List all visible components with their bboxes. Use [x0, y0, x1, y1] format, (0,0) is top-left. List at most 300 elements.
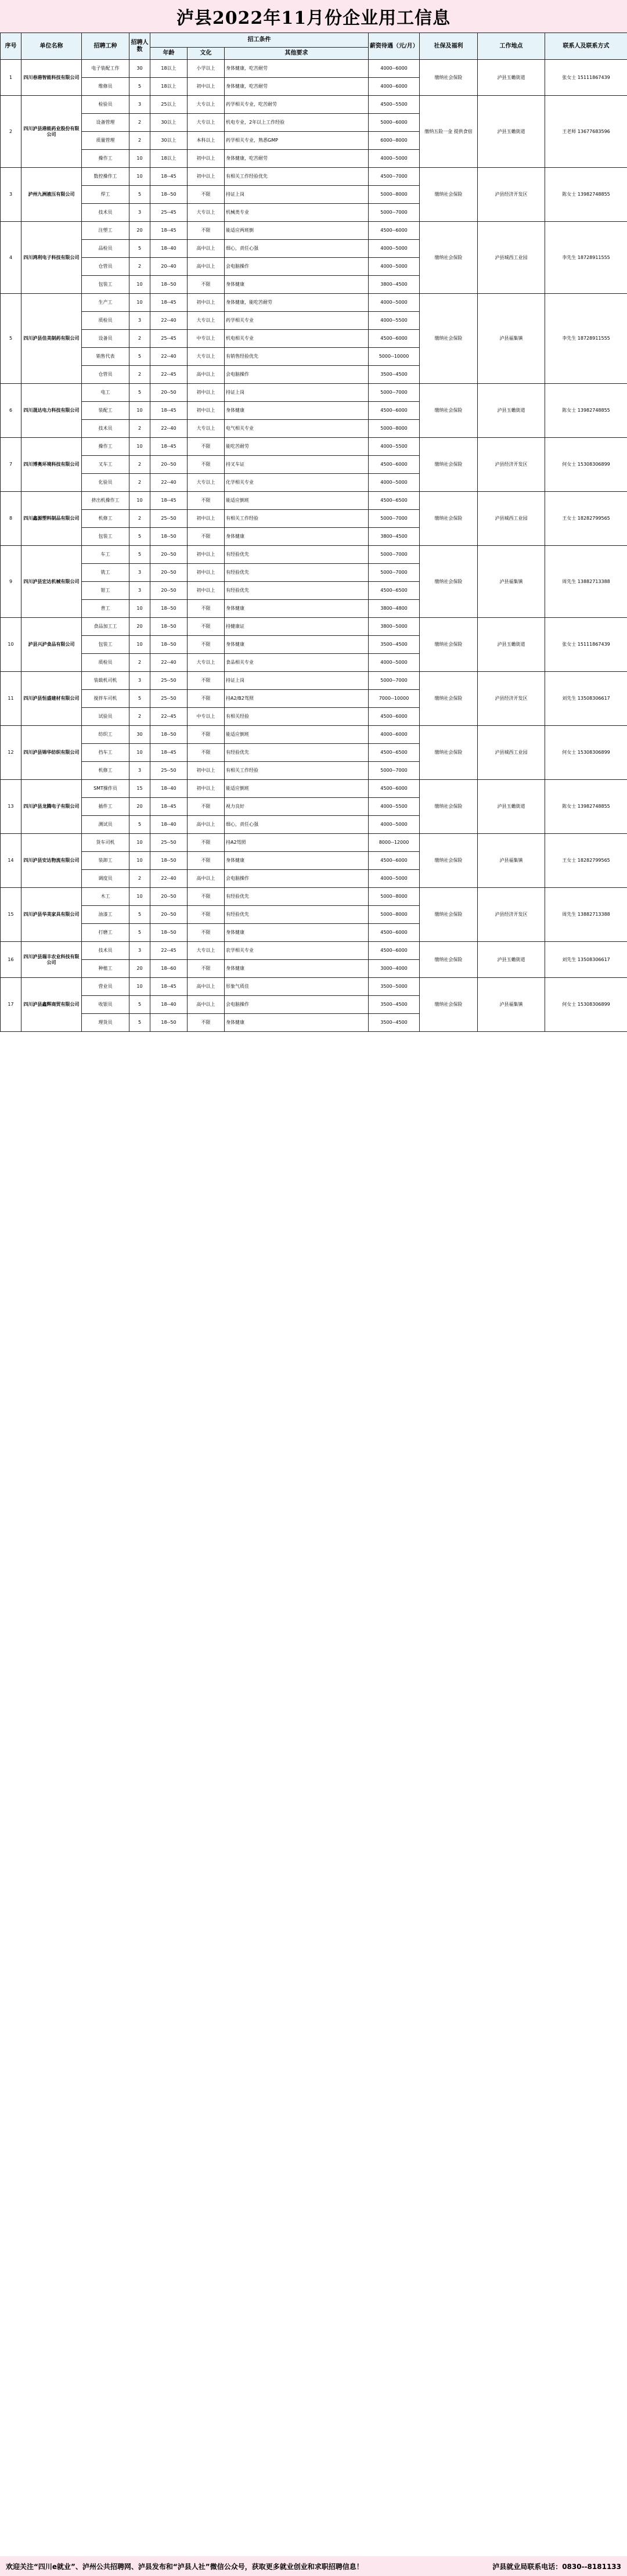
cell-job: 仓管员	[82, 366, 129, 384]
cell-edu: 大专以上	[188, 420, 225, 438]
cell-age: 18--45	[150, 222, 188, 240]
cell-job: 种植工	[82, 960, 129, 978]
header-age: 年龄	[150, 48, 188, 60]
cell-salary: 5000--7000	[369, 672, 420, 690]
cell-job: 技术员	[82, 942, 129, 960]
cell-age: 18--50	[150, 726, 188, 744]
header-conditions: 招工条件	[150, 33, 369, 48]
cell-other: 能适应倒班	[225, 492, 369, 510]
cell-job: 品检员	[82, 240, 129, 258]
cell-edu: 高中以上	[188, 870, 225, 888]
cell-edu: 高中以上	[188, 240, 225, 258]
cell-company: 四川鸿利电子科技有限公司	[21, 222, 82, 294]
cell-job: 维修员	[82, 78, 129, 96]
cell-company: 四川泸县鑫辉商贸有限公司	[21, 978, 82, 1032]
cell-job: 包装工	[82, 276, 129, 294]
cell-other: 身体健康	[225, 924, 369, 942]
cell-count: 2	[129, 114, 150, 132]
cell-age: 18--45	[150, 402, 188, 420]
cell-count: 30	[129, 60, 150, 78]
table-row	[1, 222, 627, 240]
table-row	[1, 168, 627, 186]
job-table-wrap	[0, 33, 627, 1032]
cell-age: 18--40	[150, 240, 188, 258]
cell-insurance: 缴纳社会保险	[420, 888, 478, 942]
cell-job: 包装工	[82, 636, 129, 654]
cell-company: 四川泸县华美家具有限公司	[21, 888, 82, 942]
cell-count: 5	[129, 924, 150, 942]
header-insurance: 社保及福利	[420, 33, 478, 60]
cell-other: 形象气质佳	[225, 978, 369, 996]
cell-count: 2	[129, 132, 150, 150]
cell-count: 10	[129, 600, 150, 618]
cell-age: 18以上	[150, 78, 188, 96]
cell-insurance: 缴纳社会保险	[420, 942, 478, 978]
cell-job: 装载机司机	[82, 672, 129, 690]
cell-location: 泸县城西工业园	[478, 222, 545, 294]
cell-company: 泸州九洲液压有限公司	[21, 168, 82, 222]
table-row	[1, 834, 627, 852]
cell-edu: 不限	[188, 492, 225, 510]
cell-job: 叉车工	[82, 456, 129, 474]
cell-other: 会电脑操作	[225, 870, 369, 888]
cell-count: 5	[129, 384, 150, 402]
cell-count: 2	[129, 420, 150, 438]
cell-location: 泸县玉蟾街道	[478, 618, 545, 672]
cell-job: 生产工	[82, 294, 129, 312]
cell-insurance: 缴纳社会保险	[420, 222, 478, 294]
cell-contact: 周先生 13882713388	[545, 888, 627, 942]
cell-edu: 高中以上	[188, 978, 225, 996]
cell-job: 食品加工工	[82, 618, 129, 636]
cell-count: 30	[129, 726, 150, 744]
cell-edu: 初中以上	[188, 564, 225, 582]
cell-edu: 小学以上	[188, 60, 225, 78]
cell-edu: 不限	[188, 726, 225, 744]
cell-edu: 不限	[188, 924, 225, 942]
cell-job: 设备管理	[82, 114, 129, 132]
cell-job: 技术员	[82, 420, 129, 438]
cell-salary: 3500--4500	[369, 996, 420, 1014]
cell-job: 质检员	[82, 312, 129, 330]
cell-salary: 5000--7000	[369, 510, 420, 528]
cell-company: 四川泸县港能药业股份有限公司	[21, 96, 82, 168]
cell-edu: 中专以上	[188, 708, 225, 726]
cell-count: 5	[129, 816, 150, 834]
cell-salary: 3800--5000	[369, 618, 420, 636]
cell-other: 能适应倒班	[225, 726, 369, 744]
cell-contact: 张女士 15111867439	[545, 60, 627, 96]
cell-salary: 4500--6000	[369, 330, 420, 348]
cell-age: 18--50	[150, 276, 188, 294]
cell-job: 技术员	[82, 204, 129, 222]
cell-edu: 初中以上	[188, 510, 225, 528]
cell-salary: 4000--5000	[369, 816, 420, 834]
cell-edu: 不限	[188, 852, 225, 870]
cell-job: 打磨工	[82, 924, 129, 942]
cell-edu: 中专以上	[188, 330, 225, 348]
cell-age: 18--45	[150, 744, 188, 762]
cell-salary: 4000--6000	[369, 726, 420, 744]
cell-salary: 4500--6000	[369, 942, 420, 960]
cell-age: 18--40	[150, 816, 188, 834]
cell-other: 机电专业，2年以上工作经验	[225, 114, 369, 132]
cell-other: 持A2驾照	[225, 834, 369, 852]
cell-location: 泸县经济开发区	[478, 672, 545, 726]
cell-count: 2	[129, 366, 150, 384]
cell-insurance: 缴纳社会保险	[420, 726, 478, 780]
table-row	[1, 96, 627, 114]
cell-contact: 李先生 18728911555	[545, 222, 627, 294]
cell-other: 药学相关专业	[225, 312, 369, 330]
cell-seq: 4	[1, 222, 21, 294]
cell-company: 四川泸县安达物流有限公司	[21, 834, 82, 888]
cell-other: 化学相关专业	[225, 474, 369, 492]
cell-age: 20--40	[150, 258, 188, 276]
cell-age: 22--40	[150, 654, 188, 672]
cell-company: 四川泸县恒盛建材有限公司	[21, 672, 82, 726]
cell-edu: 高中以上	[188, 258, 225, 276]
cell-other: 身体健康，吃苦耐劳	[225, 78, 369, 96]
table-row	[1, 618, 627, 636]
cell-seq: 2	[1, 96, 21, 168]
cell-edu: 不限	[188, 690, 225, 708]
cell-job: 车工	[82, 546, 129, 564]
cell-contact: 王老师 13677683596	[545, 96, 627, 168]
cell-salary: 3500--4500	[369, 636, 420, 654]
cell-age: 18--50	[150, 924, 188, 942]
cell-age: 25--50	[150, 672, 188, 690]
cell-job: 测试员	[82, 816, 129, 834]
cell-company: 四川泸县锦华纺织有限公司	[21, 726, 82, 780]
cell-age: 22--40	[150, 348, 188, 366]
table-row	[1, 888, 627, 906]
cell-count: 2	[129, 870, 150, 888]
cell-salary: 4500--6500	[369, 492, 420, 510]
cell-company: 泸县兴泸食品有限公司	[21, 618, 82, 672]
cell-other: 持证上岗	[225, 384, 369, 402]
cell-count: 10	[129, 978, 150, 996]
cell-salary: 5000--8000	[369, 888, 420, 906]
cell-age: 22--45	[150, 366, 188, 384]
cell-count: 5	[129, 546, 150, 564]
cell-age: 18--40	[150, 780, 188, 798]
cell-other: 身体健康	[225, 636, 369, 654]
cell-job: 销售代表	[82, 348, 129, 366]
cell-salary: 5000--8000	[369, 420, 420, 438]
cell-age: 22--40	[150, 312, 188, 330]
cell-location: 泸县福集镇	[478, 294, 545, 384]
cell-salary: 4500--6000	[369, 852, 420, 870]
cell-company: 四川泸县瑞丰农业科技有限公司	[21, 942, 82, 978]
cell-salary: 4000--5000	[369, 654, 420, 672]
cell-job: 钳工	[82, 582, 129, 600]
cell-other: 身体健康	[225, 402, 369, 420]
cell-job: 检验员	[82, 96, 129, 114]
cell-age: 25--50	[150, 510, 188, 528]
cell-edu: 不限	[188, 222, 225, 240]
cell-contact: 张女士 15111867439	[545, 618, 627, 672]
cell-job: 装卸工	[82, 852, 129, 870]
cell-edu: 不限	[188, 438, 225, 456]
cell-edu: 不限	[188, 834, 225, 852]
cell-insurance: 缴纳社会保险	[420, 60, 478, 96]
cell-count: 2	[129, 258, 150, 276]
cell-edu: 初中以上	[188, 150, 225, 168]
cell-job: 操作工	[82, 438, 129, 456]
table-row	[1, 438, 627, 456]
cell-age: 25--50	[150, 762, 188, 780]
cell-age: 18--45	[150, 798, 188, 816]
cell-count: 10	[129, 636, 150, 654]
cell-other: 身体健康	[225, 528, 369, 546]
cell-location: 泸县玉蟾街道	[478, 96, 545, 168]
table-row	[1, 978, 627, 996]
cell-salary: 4000--5000	[369, 258, 420, 276]
cell-other: 身体健康	[225, 852, 369, 870]
cell-count: 5	[129, 348, 150, 366]
cell-other: 机电相关专业	[225, 330, 369, 348]
cell-other: 药学相关专业，吃苦耐劳	[225, 96, 369, 114]
cell-count: 10	[129, 492, 150, 510]
cell-salary: 4500--5500	[369, 96, 420, 114]
cell-edu: 初中以上	[188, 546, 225, 564]
cell-seq: 15	[1, 888, 21, 942]
cell-age: 18--45	[150, 492, 188, 510]
cell-edu: 不限	[188, 906, 225, 924]
cell-count: 3	[129, 762, 150, 780]
cell-count: 10	[129, 744, 150, 762]
cell-other: 身体健康，吃苦耐劳	[225, 60, 369, 78]
cell-other: 能适应两班倒	[225, 222, 369, 240]
cell-insurance: 缴纳社会保险	[420, 438, 478, 492]
cell-job: 机修工	[82, 510, 129, 528]
cell-seq: 5	[1, 294, 21, 384]
cell-edu: 大专以上	[188, 942, 225, 960]
cell-count: 10	[129, 834, 150, 852]
cell-count: 3	[129, 942, 150, 960]
cell-other: 有相关工作经验	[225, 510, 369, 528]
cell-other: 有经验优先	[225, 582, 369, 600]
cell-count: 5	[129, 78, 150, 96]
cell-other: 机械类专业	[225, 204, 369, 222]
cell-job: 油漆工	[82, 906, 129, 924]
cell-insurance: 缴纳社会保险	[420, 618, 478, 672]
cell-seq: 3	[1, 168, 21, 222]
cell-salary: 4500--6000	[369, 402, 420, 420]
cell-age: 20--50	[150, 564, 188, 582]
cell-contact: 王女士 18282799565	[545, 834, 627, 888]
cell-count: 5	[129, 240, 150, 258]
table-row	[1, 294, 627, 312]
cell-count: 15	[129, 780, 150, 798]
cell-salary: 4000--6000	[369, 60, 420, 78]
job-table-body	[1, 60, 627, 1032]
cell-age: 20--50	[150, 456, 188, 474]
cell-location: 泸县玉蟾街道	[478, 780, 545, 834]
cell-other: 细心，责任心强	[225, 816, 369, 834]
cell-count: 5	[129, 906, 150, 924]
cell-other: 有相关经验	[225, 708, 369, 726]
cell-job: 收银员	[82, 996, 129, 1014]
cell-age: 20--50	[150, 546, 188, 564]
cell-salary: 4000--5500	[369, 312, 420, 330]
cell-edu: 初中以上	[188, 168, 225, 186]
cell-salary: 4000--6000	[369, 78, 420, 96]
cell-count: 10	[129, 402, 150, 420]
cell-location: 泸县玉蟾街道	[478, 942, 545, 978]
cell-age: 20--50	[150, 888, 188, 906]
cell-job: 包装工	[82, 528, 129, 546]
cell-count: 5	[129, 528, 150, 546]
cell-job: SMT操作员	[82, 780, 129, 798]
cell-edu: 大专以上	[188, 348, 225, 366]
cell-job: 电工	[82, 384, 129, 402]
cell-salary: 5000--7000	[369, 546, 420, 564]
cell-salary: 4500--6000	[369, 222, 420, 240]
cell-count: 10	[129, 852, 150, 870]
cell-other: 持叉车证	[225, 456, 369, 474]
cell-job: 机修工	[82, 762, 129, 780]
cell-other: 有销售经验优先	[225, 348, 369, 366]
cell-contact: 陈女士 13982748855	[545, 780, 627, 834]
cell-count: 10	[129, 438, 150, 456]
cell-seq: 9	[1, 546, 21, 618]
cell-salary: 8000--12000	[369, 834, 420, 852]
cell-count: 20	[129, 798, 150, 816]
cell-insurance: 缴纳社会保险	[420, 780, 478, 834]
job-table	[0, 33, 627, 1032]
table-row	[1, 942, 627, 960]
cell-edu: 大专以上	[188, 204, 225, 222]
cell-job: 木工	[82, 888, 129, 906]
cell-edu: 高中以上	[188, 996, 225, 1014]
cell-salary: 5000--8000	[369, 906, 420, 924]
footer-bar	[0, 2556, 627, 2576]
cell-edu: 不限	[188, 276, 225, 294]
cell-other: 身体健康	[225, 1014, 369, 1032]
cell-seq: 12	[1, 726, 21, 780]
cell-job: 营业员	[82, 978, 129, 996]
cell-age: 20--50	[150, 906, 188, 924]
cell-salary: 4500--6000	[369, 780, 420, 798]
cell-location: 泸县福集镇	[478, 834, 545, 888]
cell-count: 2	[129, 510, 150, 528]
cell-salary: 5000--7000	[369, 204, 420, 222]
cell-age: 18--40	[150, 996, 188, 1014]
cell-count: 3	[129, 582, 150, 600]
cell-other: 能吃苦耐劳	[225, 438, 369, 456]
cell-contact: 刘先生 13508306617	[545, 672, 627, 726]
cell-other: 有经验优先	[225, 744, 369, 762]
cell-seq: 14	[1, 834, 21, 888]
table-row	[1, 726, 627, 744]
cell-salary: 4500--6500	[369, 744, 420, 762]
cell-job: 数控操作工	[82, 168, 129, 186]
cell-company: 四川泸县宏达机械有限公司	[21, 546, 82, 618]
cell-age: 25--50	[150, 834, 188, 852]
cell-edu: 高中以上	[188, 366, 225, 384]
cell-job: 挡车工	[82, 744, 129, 762]
cell-edu: 不限	[188, 636, 225, 654]
cell-job: 试验员	[82, 708, 129, 726]
cell-age: 30以上	[150, 114, 188, 132]
cell-salary: 5000--10000	[369, 348, 420, 366]
page-title: 泸县2022年11月份企业用工信息	[0, 0, 627, 33]
cell-age: 20--50	[150, 582, 188, 600]
cell-salary: 5000--7000	[369, 564, 420, 582]
cell-other: 会电脑操作	[225, 258, 369, 276]
cell-edu: 大专以上	[188, 654, 225, 672]
cell-salary: 5000--7000	[369, 762, 420, 780]
cell-job: 挤出机操作工	[82, 492, 129, 510]
cell-age: 20--50	[150, 384, 188, 402]
cell-age: 22--45	[150, 942, 188, 960]
cell-other: 有相关工作经验	[225, 762, 369, 780]
cell-company: 四川泸县龙腾电子有限公司	[21, 780, 82, 834]
cell-age: 22--40	[150, 474, 188, 492]
cell-insurance: 缴纳社会保险	[420, 834, 478, 888]
cell-edu: 初中以上	[188, 402, 225, 420]
cell-count: 2	[129, 456, 150, 474]
cell-edu: 不限	[188, 888, 225, 906]
cell-job: 电子装配工作	[82, 60, 129, 78]
cell-company: 四川鑫源塑料制品有限公司	[21, 492, 82, 546]
cell-salary: 3800--4500	[369, 276, 420, 294]
cell-count: 2	[129, 330, 150, 348]
cell-salary: 4000--5000	[369, 870, 420, 888]
cell-edu: 初中以上	[188, 762, 225, 780]
cell-job: 搅拌车司机	[82, 690, 129, 708]
cell-salary: 3500--4500	[369, 1014, 420, 1032]
cell-job: 铣工	[82, 564, 129, 582]
cell-salary: 4000--5000	[369, 474, 420, 492]
header-other: 其他要求	[225, 48, 369, 60]
cell-edu: 大专以上	[188, 474, 225, 492]
cell-seq: 1	[1, 60, 21, 96]
cell-edu: 本科以上	[188, 132, 225, 150]
cell-count: 3	[129, 312, 150, 330]
header-contact: 联系人及联系方式	[545, 33, 627, 60]
cell-job: 质量管理	[82, 132, 129, 150]
cell-insurance: 缴纳社会保险	[420, 294, 478, 384]
cell-insurance: 缴纳社会保险	[420, 492, 478, 546]
cell-contact: 何女士 15308306899	[545, 726, 627, 780]
cell-other: 会电脑操作	[225, 996, 369, 1014]
cell-contact: 何女士 15308306899	[545, 978, 627, 1032]
cell-salary: 3500--5000	[369, 978, 420, 996]
header-edu: 文化	[188, 48, 225, 60]
cell-count: 3	[129, 672, 150, 690]
cell-age: 18--50	[150, 618, 188, 636]
table-row	[1, 672, 627, 690]
cell-job: 设备员	[82, 330, 129, 348]
cell-age: 22--40	[150, 420, 188, 438]
cell-edu: 大专以上	[188, 96, 225, 114]
cell-count: 5	[129, 996, 150, 1014]
cell-job: 调度员	[82, 870, 129, 888]
cell-count: 5	[129, 1014, 150, 1032]
cell-job: 操作工	[82, 150, 129, 168]
cell-count: 2	[129, 474, 150, 492]
cell-age: 18以上	[150, 150, 188, 168]
cell-other: 细心，责任心强	[225, 240, 369, 258]
cell-count: 2	[129, 654, 150, 672]
cell-age: 18--50	[150, 600, 188, 618]
cell-age: 18--45	[150, 168, 188, 186]
cell-job: 焊工	[82, 186, 129, 204]
cell-other: 能适应倒班	[225, 780, 369, 798]
